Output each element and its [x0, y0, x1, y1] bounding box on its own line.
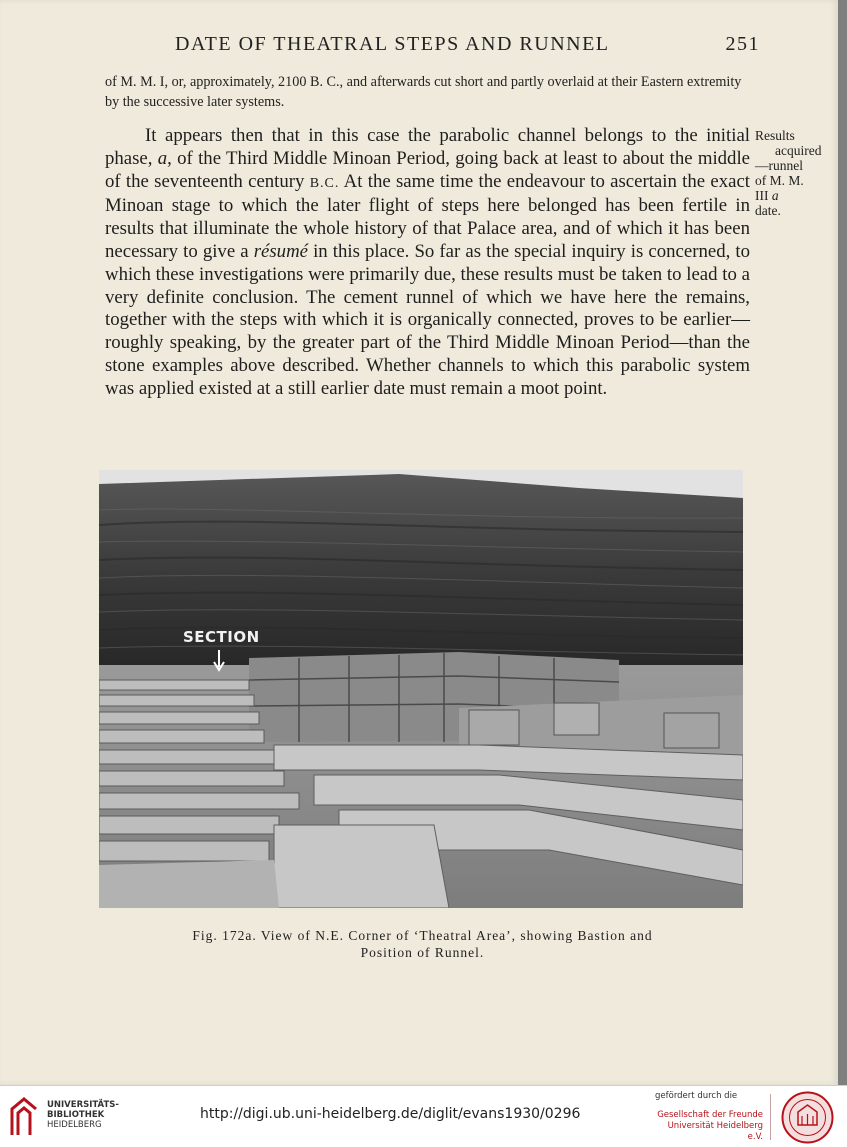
theatral-area-photo: [99, 470, 743, 908]
sponsor-line-3: Universität Heidelberg e.V.: [667, 1121, 763, 1142]
caption-line-1: Fig. 172a. View of N.E. Corner of ‘Theatral Area’, showing Bastion and: [192, 928, 653, 943]
marginal-note: [755, 128, 825, 218]
margin-line: —runnel: [755, 158, 803, 173]
page-number: 251: [725, 33, 760, 55]
body-text-part-3: At the same time the endeavour to ascertain the exact Minoan stage to which the later flight of steps here belonged has been fertile in results that illuminate the whole history of that Palace area, and of which it has been necessary to give a: [105, 170, 750, 262]
margin-italic: a: [771, 188, 779, 203]
body-text-part-1: It appears then that in this case the parabolic channel belongs to the initial phase,: [105, 125, 750, 169]
university-seal-icon: [780, 1090, 835, 1145]
library-line-1: UNIVERSITÄTS-: [47, 1100, 119, 1110]
photograph-plate: [99, 470, 743, 908]
margin-line: acquired: [775, 143, 822, 158]
footer-divider: [770, 1094, 771, 1140]
bc-abbreviation: B.C.: [309, 175, 340, 191]
body-paragraph: [105, 125, 750, 401]
margin-line: III: [755, 188, 769, 203]
sponsor-credit: [653, 1091, 763, 1143]
sponsor-line-2: Gesellschaft der Freunde: [657, 1110, 763, 1120]
caption-line-2: Position of Runnel.: [360, 945, 485, 960]
margin-line: date.: [755, 203, 781, 218]
figure-caption: [100, 927, 745, 961]
university-library-logo-icon: [10, 1095, 42, 1137]
margin-line: of M. M.: [755, 173, 804, 188]
permalink-url[interactable]: http://digi.ub.uni-heidelberg.de/diglit/evans1930/0296: [200, 1106, 581, 1122]
body-text-part-4: in this place. So far as the special inquiry is concerned, to which these investigations were primarily due, these results must be taken to lead to a very definite conclusion. The cement runnel of which we have here the remains, together with the steps with which it is organically connected, proves to be earlier—roughly speaking, by the greater part of the Third Middle Minoan Period—than the stone examples above described. Whether channels to which this parabolic system was applied existed at a still earlier date must remain a moot point.: [105, 240, 750, 399]
phase-letter: a: [157, 147, 168, 169]
library-line-2: BIBLIOTHEK: [47, 1110, 105, 1120]
continuation-paragraph: of M. M. I, or, approximately, 2100 B. C., and afterwards cut short and partly overlaid at their Eastern extremity by the successive later systems.: [105, 74, 742, 110]
resume-word: résumé: [253, 240, 308, 262]
library-name: [47, 1100, 119, 1130]
sponsor-line-1: gefördert durch die: [655, 1091, 738, 1101]
library-line-3: HEIDELBERG: [47, 1120, 102, 1130]
margin-line: Results: [755, 128, 795, 143]
section-label: SECTION: [183, 628, 260, 646]
running-title: DATE OF THEATRAL STEPS AND RUNNEL: [175, 33, 610, 55]
body-text-part-2: , of the Third Middle Minoan Period, going back at least to about the middle of the seventeenth century: [105, 147, 751, 192]
viewer-footer: [0, 1085, 847, 1147]
